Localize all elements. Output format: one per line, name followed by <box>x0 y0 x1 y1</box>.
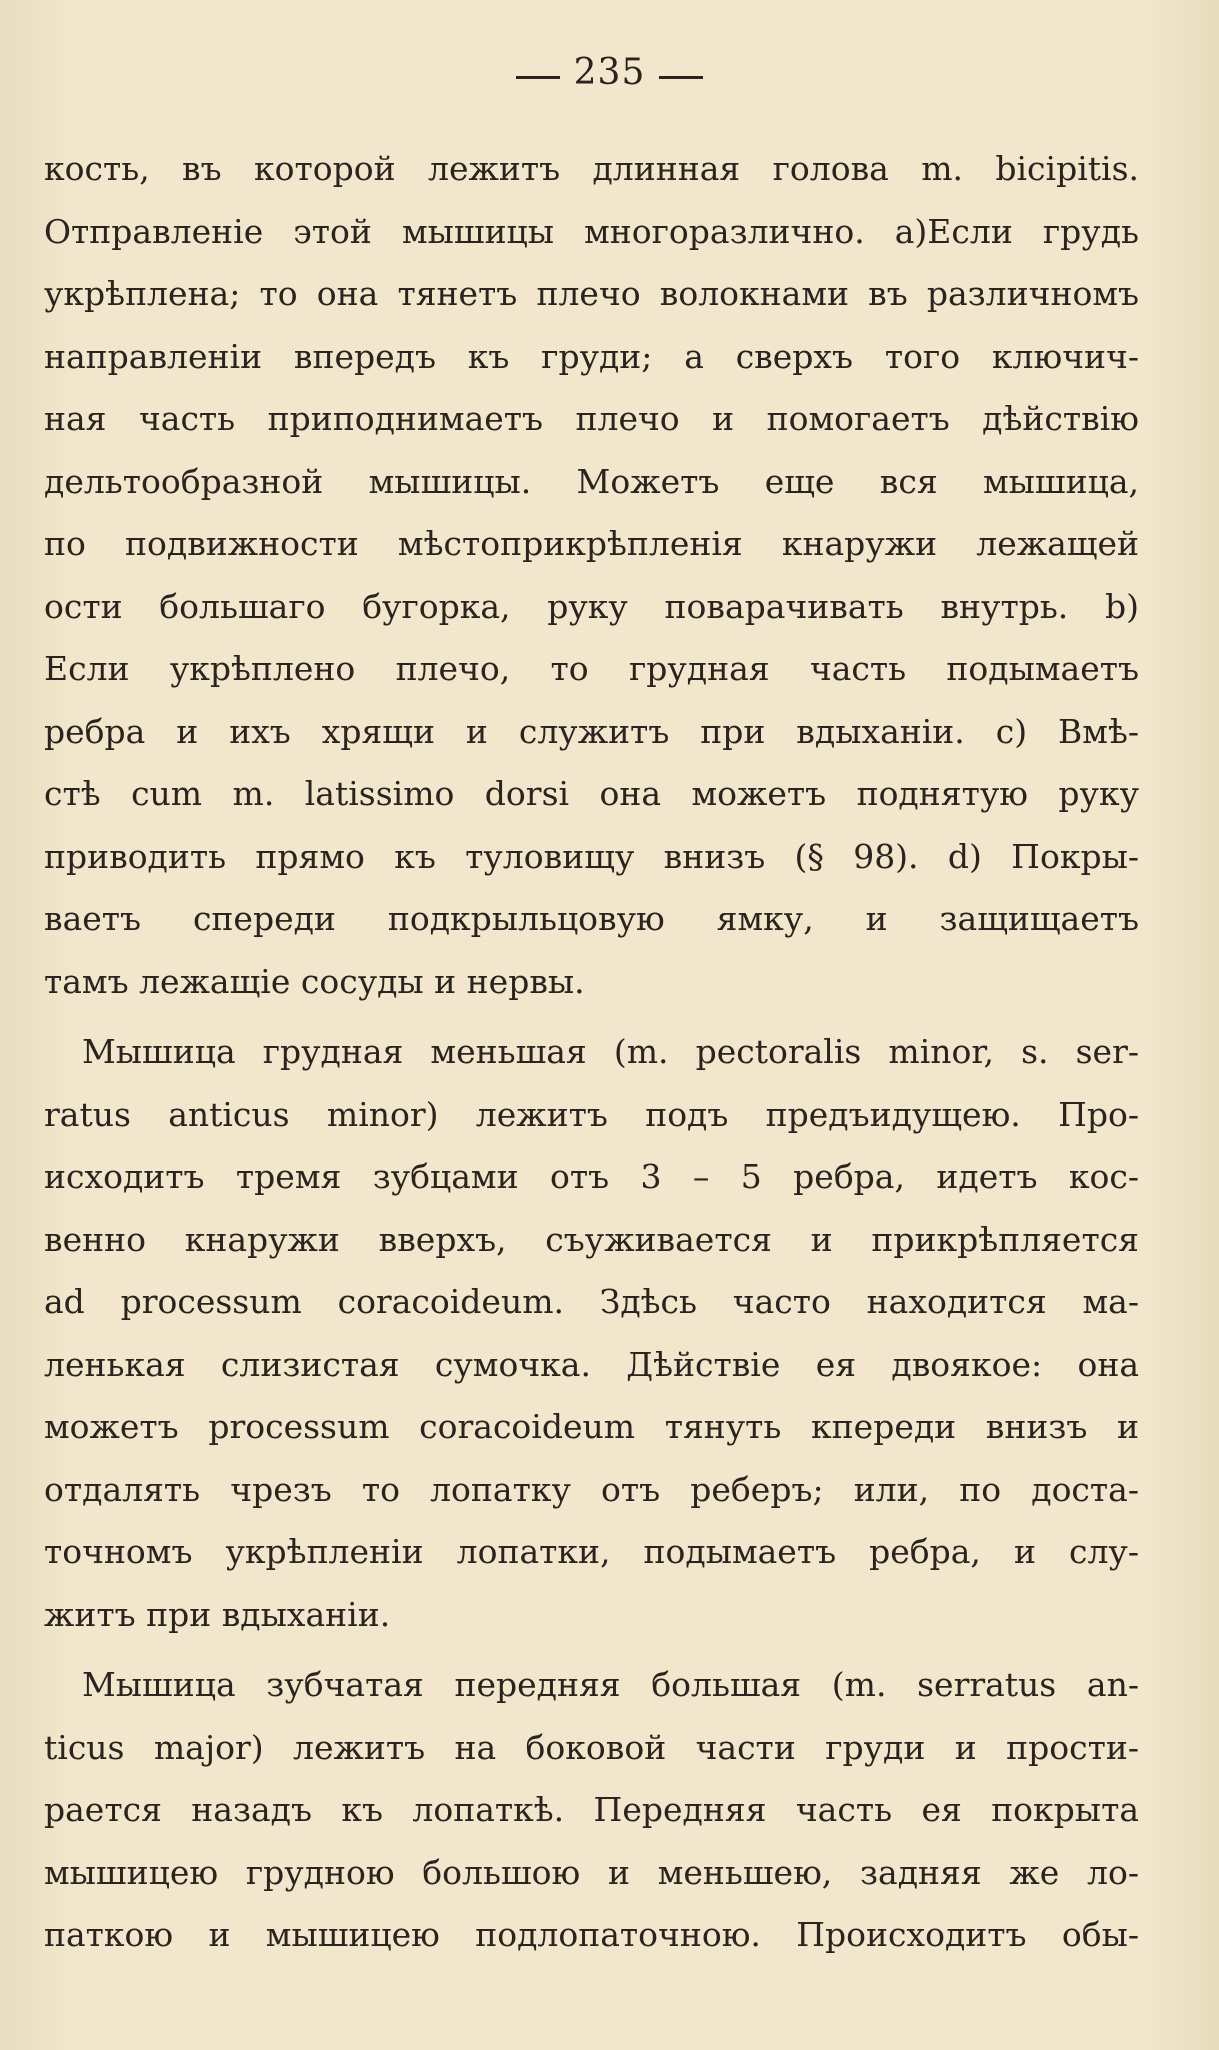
page-number-text: 235 <box>573 52 646 93</box>
text-line: ная часть приподнимаетъ плечо и помогаетъ дѣйствію <box>44 399 1139 438</box>
page-number-dash-left <box>516 76 560 79</box>
text-line: Мышица грудная меньшая (m. pectoralis minor, s. ser- <box>82 1032 1139 1071</box>
text-line: Мышица зубчатая передняя большая (m. serratus an- <box>82 1665 1139 1704</box>
paragraph-gap <box>44 1013 1139 1021</box>
text-line: укрѣплена; то она тянетъ плечо волокнами въ различномъ <box>44 274 1139 313</box>
text-line: ad processum coracoideum. Здѣсь часто находится ма- <box>44 1282 1139 1321</box>
page-number <box>0 52 1219 93</box>
text-line: дельтообразной мышицы. Можетъ еще вся мышица, <box>44 461 1139 501</box>
text-line: кость, въ которой лежитъ длинная голова m. bicipitis. <box>44 149 1139 188</box>
text-line: приводить прямо къ туловищу внизъ (§ 98). d) Покры- <box>44 836 1139 876</box>
text-line: Если укрѣплено плечо, то грудная часть подымаетъ <box>44 649 1139 688</box>
paragraph-gap <box>44 1646 1139 1654</box>
text-line: паткою и мышицею подлопаточною. Происходитъ обы- <box>44 1915 1139 1954</box>
text-line: можетъ processum coracoideum тянуть кпереди внизъ и <box>44 1407 1139 1446</box>
text-line: точномъ укрѣпленіи лопатки, подымаетъ ребра, и слу- <box>44 1532 1139 1571</box>
text-line: ваетъ спереди подкрыльцовую ямку, и защищаетъ <box>44 899 1139 938</box>
text-line: житъ при вдыханіи. <box>44 1594 391 1634</box>
text-line: исходитъ тремя зубцами отъ 3 – 5 ребра, идетъ кос- <box>44 1157 1139 1196</box>
text-line: венно кнаружи вверхъ, съуживается и прикрѣпляется <box>44 1219 1139 1259</box>
text-line: стѣ cum m. latissimo dorsi она можетъ поднятую руку <box>44 774 1139 813</box>
text-line: ости большаго бугорка, руку поварачивать внутрь. b) <box>44 586 1139 626</box>
page-number-dash-right <box>659 76 703 79</box>
text-line: ticus major) лежитъ на боковой части груди и прости- <box>44 1727 1139 1767</box>
text-line: ratus anticus minor) лежитъ подъ предъидущею. Про- <box>44 1094 1139 1134</box>
text-line: мышицею грудною большою и меньшею, задняя же ло- <box>44 1852 1139 1892</box>
text-line: рается назадъ къ лопаткѣ. Передняя часть ея покрыта <box>44 1790 1139 1829</box>
text-line: Отправленіе этой мышицы многоразлично. a)Если грудь <box>44 211 1139 251</box>
text-line: ленькая слизистая сумочка. Дѣйствіе ея двоякое: она <box>44 1344 1139 1384</box>
body-text <box>44 138 1139 1967</box>
text-line: отдалять чрезъ то лопатку отъ реберъ; или, по доста- <box>44 1469 1139 1509</box>
text-line: тамъ лежащіе сосуды и нервы. <box>44 961 585 1001</box>
text-line: направленіи впередъ къ груди; а сверхъ того ключич- <box>44 336 1139 376</box>
text-line: ребра и ихъ хрящи и служитъ при вдыханіи. c) Вмѣ- <box>44 711 1139 751</box>
text-line: по подвижности мѣстоприкрѣпленія кнаружи лежащей <box>44 524 1139 563</box>
